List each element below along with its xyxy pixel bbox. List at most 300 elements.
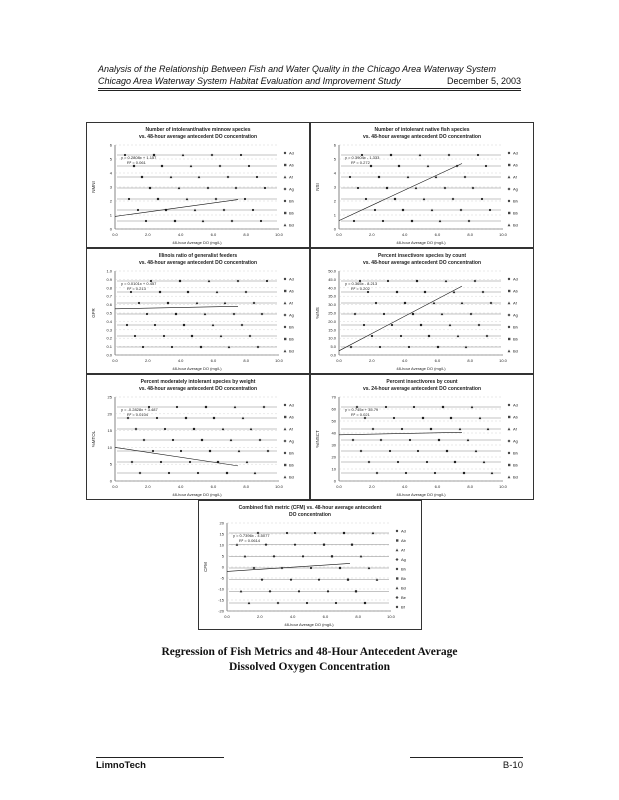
- data-point: [233, 313, 236, 316]
- y-axis-label: %MTOL: [91, 430, 96, 448]
- y-tick-label: 20: [331, 454, 336, 460]
- chart-subtitle: DO concentration: [289, 512, 331, 518]
- data-point: [200, 346, 202, 348]
- data-point: [486, 335, 489, 338]
- regression-r-squared: R² = 0.0104: [127, 412, 149, 417]
- data-point: [137, 209, 139, 211]
- data-point: [380, 439, 383, 442]
- data-point: [396, 291, 398, 293]
- footer-page-number: B-10: [502, 760, 523, 771]
- data-point: [402, 209, 404, 211]
- data-point: [405, 472, 407, 474]
- data-point: [397, 461, 399, 463]
- data-point: [477, 154, 479, 156]
- data-point: [376, 472, 379, 475]
- data-point: [372, 428, 375, 431]
- legend-marker: [284, 476, 287, 479]
- legend-marker: [396, 577, 398, 579]
- y-tick-label: 5: [333, 156, 336, 162]
- data-point: [412, 313, 414, 315]
- y-tick-label: 0: [109, 478, 112, 484]
- data-point: [249, 335, 252, 338]
- legend-marker: [284, 224, 287, 227]
- data-point: [142, 346, 144, 348]
- data-point: [306, 602, 308, 604]
- chart-title: Number of intolerant native fish species: [374, 127, 470, 133]
- x-tick-label: 8.0: [243, 484, 249, 489]
- y-tick-label: 0.4: [106, 318, 112, 324]
- legend-label: Ad: [513, 402, 518, 408]
- legend-label: Ag: [289, 186, 294, 192]
- legend-label: Ab: [513, 414, 518, 420]
- legend-label: Bh: [401, 566, 406, 572]
- data-point: [253, 567, 256, 570]
- legend-marker: [284, 164, 286, 166]
- data-point: [231, 220, 234, 223]
- chart-title: Percent insectivores by count: [386, 379, 458, 385]
- data-point: [286, 532, 288, 534]
- data-point: [290, 579, 292, 581]
- legend-label: Bd: [401, 585, 406, 591]
- y-tick-label: 40.0: [328, 285, 336, 291]
- y-tick-label: 6: [109, 142, 112, 148]
- y-tick-label: 5: [221, 553, 224, 559]
- legend-marker: [508, 212, 510, 214]
- y-tick-label: 0.7: [106, 293, 112, 299]
- footer-rule-left: [96, 757, 224, 758]
- legend-label: Bh: [513, 198, 518, 204]
- legend-marker: [284, 326, 286, 328]
- data-point: [128, 198, 130, 200]
- chart-title: Number of intolerant/native minnow species: [145, 127, 251, 133]
- data-point: [187, 291, 189, 293]
- data-point: [481, 198, 483, 200]
- y-tick-label: 3: [109, 184, 112, 190]
- x-tick-label: 2.0: [145, 232, 151, 237]
- legend-label: Bb: [513, 462, 518, 468]
- data-point: [314, 532, 316, 534]
- data-point: [310, 567, 312, 569]
- data-point: [389, 450, 391, 452]
- data-point: [353, 220, 355, 222]
- data-point: [245, 291, 248, 294]
- data-point: [138, 302, 140, 304]
- data-point: [371, 335, 373, 337]
- data-point: [343, 532, 345, 534]
- regression-equation: y = 0.0101x + 0.457: [121, 281, 157, 286]
- y-tick-label: 10: [219, 542, 224, 548]
- y-tick-label: 30.0: [328, 302, 336, 308]
- data-point: [401, 428, 403, 430]
- legend-label: Bd: [289, 348, 294, 354]
- data-point: [219, 165, 222, 168]
- legend-label: Bb: [513, 336, 518, 342]
- data-point: [146, 313, 148, 315]
- legend-marker: [396, 587, 399, 590]
- data-point: [215, 198, 218, 201]
- data-point: [378, 176, 380, 178]
- x-axis-label: 48-hour Average DO (mg/L): [396, 240, 446, 245]
- regression-equation: y = 0.3904x - 1.333: [345, 155, 380, 160]
- y-tick-label: 25.0: [328, 310, 336, 316]
- data-point: [383, 313, 385, 315]
- data-point: [387, 280, 389, 282]
- data-point: [382, 220, 384, 222]
- legend-marker: [508, 290, 510, 292]
- legend-marker: [396, 606, 398, 608]
- data-point: [237, 280, 240, 283]
- chart-subtitle: vs. 48-hour average antecedent DO concentration: [362, 134, 482, 140]
- y-tick-label: 40: [331, 430, 336, 436]
- data-point: [191, 335, 193, 337]
- data-point: [331, 555, 333, 557]
- regression-r-squared: R² = 0.272: [351, 160, 370, 165]
- legend-marker: [284, 278, 286, 280]
- data-point: [273, 555, 276, 558]
- x-tick-label: 2.0: [369, 232, 375, 237]
- legend-label: Ag: [513, 186, 518, 192]
- legend-marker: [508, 350, 511, 353]
- data-point: [448, 154, 451, 157]
- legend-marker: [508, 200, 510, 202]
- data-point: [349, 176, 351, 178]
- legend-marker: [284, 152, 286, 154]
- chart-panel-gfr: [86, 248, 310, 374]
- data-point: [404, 302, 406, 304]
- y-tick-label: 6: [333, 142, 336, 148]
- x-tick-label: 2.0: [369, 484, 375, 489]
- regression-equation: y = -0.2828x + 3.487: [121, 407, 158, 412]
- legend-marker: [396, 549, 399, 552]
- y-axis-label: GFR: [91, 308, 96, 318]
- data-point: [302, 555, 304, 557]
- data-point: [244, 198, 246, 200]
- figure-caption: [80, 645, 539, 675]
- regression-equation: y = 0.2808x + 1.157: [121, 155, 157, 160]
- chart-svg: [87, 375, 309, 499]
- y-tick-label: 20: [219, 520, 224, 526]
- data-point: [172, 439, 174, 441]
- legend-label: Ad: [289, 276, 294, 282]
- legend-label: Af: [401, 547, 405, 553]
- data-point: [213, 417, 215, 419]
- legend-label: Bh: [289, 450, 294, 456]
- legend-marker: [508, 476, 511, 479]
- x-tick-label: 0.0: [112, 358, 118, 363]
- data-point: [351, 544, 353, 546]
- y-tick-label: 0.3: [106, 327, 112, 333]
- data-point: [428, 335, 430, 337]
- regression-line: [339, 163, 462, 220]
- footer-company: LimnoTech: [96, 760, 146, 771]
- chart-svg: [311, 375, 533, 499]
- x-tick-label: 10.0: [499, 484, 507, 489]
- y-tick-label: 15.0: [328, 327, 336, 333]
- x-tick-label: 0.0: [336, 484, 342, 489]
- data-point: [391, 324, 393, 326]
- regression-equation: y = 0.7396x - 4.5077: [233, 533, 270, 538]
- data-point: [357, 187, 359, 189]
- caption-line1: Regression of Fish Metrics and 48-Hour Antecedent Average: [161, 646, 458, 658]
- data-point: [375, 302, 377, 304]
- y-tick-label: 4: [333, 170, 336, 176]
- data-point: [174, 220, 176, 222]
- legend-marker: [284, 212, 286, 214]
- chart-svg: [87, 249, 309, 373]
- data-point: [248, 165, 250, 167]
- chart-subtitle: vs. 48-hour average antecedent DO concentration: [362, 260, 482, 266]
- legend-label: Bf: [401, 604, 405, 610]
- data-point: [227, 176, 230, 179]
- chart-svg: [311, 123, 533, 247]
- x-tick-label: 4.0: [401, 232, 408, 237]
- data-point: [185, 417, 187, 419]
- data-point: [327, 590, 329, 592]
- legend-label: Bb: [289, 462, 294, 468]
- regression-r-squared: R² = 0.021: [351, 412, 370, 417]
- legend-label: Af: [513, 426, 517, 432]
- data-point: [379, 346, 381, 348]
- legend-marker: [508, 278, 510, 280]
- y-axis-label: %INS: [315, 307, 320, 319]
- y-tick-label: 4: [109, 170, 112, 176]
- data-point: [363, 324, 365, 326]
- legend-label: Af: [513, 300, 517, 306]
- data-point: [143, 439, 146, 442]
- legend-label: Bb: [401, 576, 406, 581]
- legend-label: Bb: [289, 210, 294, 216]
- y-tick-label: 1: [333, 212, 336, 218]
- chart-title: Combined fish metric (CFM) vs. 48-hour average antecedent: [238, 505, 382, 511]
- x-tick-label: 2.0: [145, 484, 151, 489]
- caption-line2: Dissolved Oxygen Concentration: [229, 661, 390, 673]
- data-point: [257, 346, 260, 349]
- data-point: [163, 335, 165, 337]
- regression-r-squared: R² = 0.0614: [239, 538, 261, 543]
- legend-marker: [508, 314, 511, 317]
- legend-marker: [284, 428, 287, 431]
- x-tick-label: 4.0: [177, 484, 184, 489]
- legend-label: Ab: [289, 414, 294, 420]
- data-point: [183, 324, 185, 326]
- data-point: [485, 165, 487, 167]
- data-point: [417, 450, 419, 452]
- data-point: [226, 472, 228, 474]
- legend-marker: [508, 338, 510, 340]
- legend-marker: [508, 326, 510, 328]
- legend-label: Bb: [513, 210, 518, 216]
- legend-marker: [396, 596, 399, 599]
- data-point: [201, 439, 203, 441]
- y-tick-label: 50.0: [328, 268, 336, 274]
- legend-label: Bd: [513, 348, 518, 354]
- y-tick-label: 0.0: [106, 352, 112, 358]
- data-point: [175, 313, 177, 315]
- legend-label: Ag: [513, 312, 518, 318]
- data-point: [135, 428, 138, 431]
- chart-svg: [311, 249, 533, 373]
- y-tick-label: -15: [218, 597, 224, 603]
- data-point: [409, 439, 411, 441]
- data-point: [347, 579, 349, 581]
- data-point: [256, 176, 258, 178]
- y-tick-label: 10.0: [328, 335, 336, 341]
- legend-label: Ad: [289, 150, 294, 156]
- x-tick-label: 8.0: [243, 358, 249, 363]
- legend-marker: [508, 188, 511, 191]
- data-point: [442, 406, 444, 408]
- legend-label: Ag: [401, 557, 406, 562]
- regression-r-squared: R² = 0.061: [127, 160, 146, 165]
- data-point: [266, 280, 268, 282]
- legend-marker: [284, 440, 287, 443]
- data-point: [141, 176, 143, 178]
- y-tick-label: 0.6: [106, 302, 112, 308]
- x-tick-label: 10.0: [275, 358, 283, 363]
- data-point: [478, 324, 481, 327]
- x-axis-label: 48-hour Average DO (mg/L): [284, 622, 334, 627]
- data-point: [205, 406, 207, 408]
- data-point: [157, 198, 159, 200]
- x-tick-label: 10.0: [275, 232, 283, 237]
- legend-marker: [508, 152, 510, 154]
- data-point: [168, 472, 170, 474]
- regression-line: [115, 306, 238, 309]
- x-tick-label: 0.0: [336, 358, 342, 363]
- legend-label: Ag: [289, 438, 294, 444]
- data-point: [294, 544, 296, 546]
- data-point: [489, 209, 491, 211]
- y-tick-label: 5: [109, 461, 112, 467]
- data-point: [434, 472, 436, 474]
- x-tick-label: 8.0: [467, 484, 473, 489]
- data-point: [430, 428, 432, 430]
- data-point: [424, 291, 426, 293]
- data-point: [422, 417, 424, 419]
- legend-marker: [508, 302, 511, 305]
- legend-label: Af: [289, 174, 293, 180]
- y-tick-label: 35.0: [328, 293, 336, 299]
- chart-title: Percent moderately intolerant species by weight: [140, 379, 256, 385]
- legend-marker: [508, 440, 511, 443]
- y-tick-label: 0.0: [330, 352, 336, 358]
- y-tick-label: -10: [218, 586, 224, 592]
- data-point: [413, 406, 415, 408]
- y-tick-label: -5: [220, 575, 224, 581]
- chart-subtitle: vs. 48-hour average antecedent DO concentration: [138, 386, 258, 392]
- legend-marker: [508, 428, 511, 431]
- x-tick-label: 6.0: [210, 232, 217, 237]
- data-point: [261, 578, 264, 581]
- legend-marker: [396, 539, 398, 541]
- y-tick-label: 1: [109, 212, 112, 218]
- x-axis-label: 48-hour Average DO (mg/L): [172, 366, 222, 371]
- legend-marker: [508, 176, 511, 179]
- data-point: [259, 439, 262, 442]
- data-point: [197, 472, 199, 474]
- data-point: [370, 165, 372, 167]
- data-point: [386, 187, 388, 189]
- legend-marker: [284, 200, 286, 202]
- data-point: [374, 209, 376, 211]
- data-point: [211, 154, 214, 157]
- data-point: [323, 544, 325, 546]
- data-point: [454, 461, 456, 463]
- y-tick-label: 30: [331, 442, 336, 448]
- y-tick-label: 10: [107, 444, 112, 450]
- data-point: [149, 187, 151, 189]
- data-point: [411, 220, 413, 222]
- x-tick-label: 0.0: [112, 484, 118, 489]
- legend-marker: [284, 188, 287, 191]
- y-tick-label: 10: [331, 466, 336, 472]
- x-tick-label: 10.0: [275, 484, 283, 489]
- data-point: [209, 450, 211, 452]
- data-point: [385, 406, 387, 408]
- data-point: [176, 406, 178, 408]
- x-axis-label: 48-hour Average DO (mg/L): [172, 492, 222, 497]
- regression-r-squared: R² = 0.213: [127, 286, 146, 291]
- chart-svg: [87, 123, 309, 247]
- x-tick-label: 0.0: [112, 232, 118, 237]
- x-tick-label: 2.0: [145, 358, 151, 363]
- x-tick-label: 2.0: [369, 358, 375, 363]
- data-point: [355, 590, 357, 592]
- data-point: [390, 154, 392, 156]
- legend-marker: [284, 416, 286, 418]
- data-point: [450, 417, 452, 419]
- regression-r-squared: R² = 0.202: [351, 286, 370, 291]
- data-point: [263, 406, 266, 409]
- data-point: [127, 417, 130, 420]
- data-point: [446, 450, 448, 452]
- x-tick-label: 4.0: [289, 614, 296, 619]
- x-tick-label: 8.0: [467, 232, 473, 237]
- legend-marker: [396, 530, 398, 532]
- x-tick-label: 10.0: [499, 232, 507, 237]
- footer-rule-right: [410, 757, 523, 758]
- legend-marker: [284, 290, 286, 292]
- document-header-line2: [98, 76, 521, 86]
- y-tick-label: 15: [107, 428, 112, 434]
- data-point: [180, 450, 182, 452]
- header-rule-second: [98, 90, 521, 91]
- legend-label: Ab: [289, 288, 294, 294]
- legend-label: Bb: [289, 336, 294, 342]
- legend-label: Bh: [289, 324, 294, 330]
- x-tick-label: 8.0: [355, 614, 361, 619]
- legend-marker: [284, 350, 287, 353]
- legend-marker: [284, 338, 286, 340]
- data-point: [408, 346, 410, 348]
- legend-marker: [508, 404, 510, 406]
- y-tick-label: 60: [331, 406, 336, 412]
- y-tick-label: 0.9: [106, 276, 112, 282]
- legend-label: Ag: [513, 438, 518, 444]
- data-point: [482, 291, 485, 294]
- x-axis-label: 48-hour Average DO (mg/L): [396, 366, 446, 371]
- legend-marker: [284, 464, 286, 466]
- header-date: December 5, 2003: [446, 76, 521, 86]
- data-point: [339, 567, 341, 569]
- legend-label: Bh: [513, 324, 518, 330]
- data-point: [260, 220, 262, 222]
- y-tick-label: 0: [333, 226, 336, 232]
- regression-equation: y = 0.745x + 35.79: [345, 407, 379, 412]
- data-point: [460, 209, 463, 212]
- legend-marker: [284, 452, 286, 454]
- x-tick-label: 6.0: [434, 358, 441, 363]
